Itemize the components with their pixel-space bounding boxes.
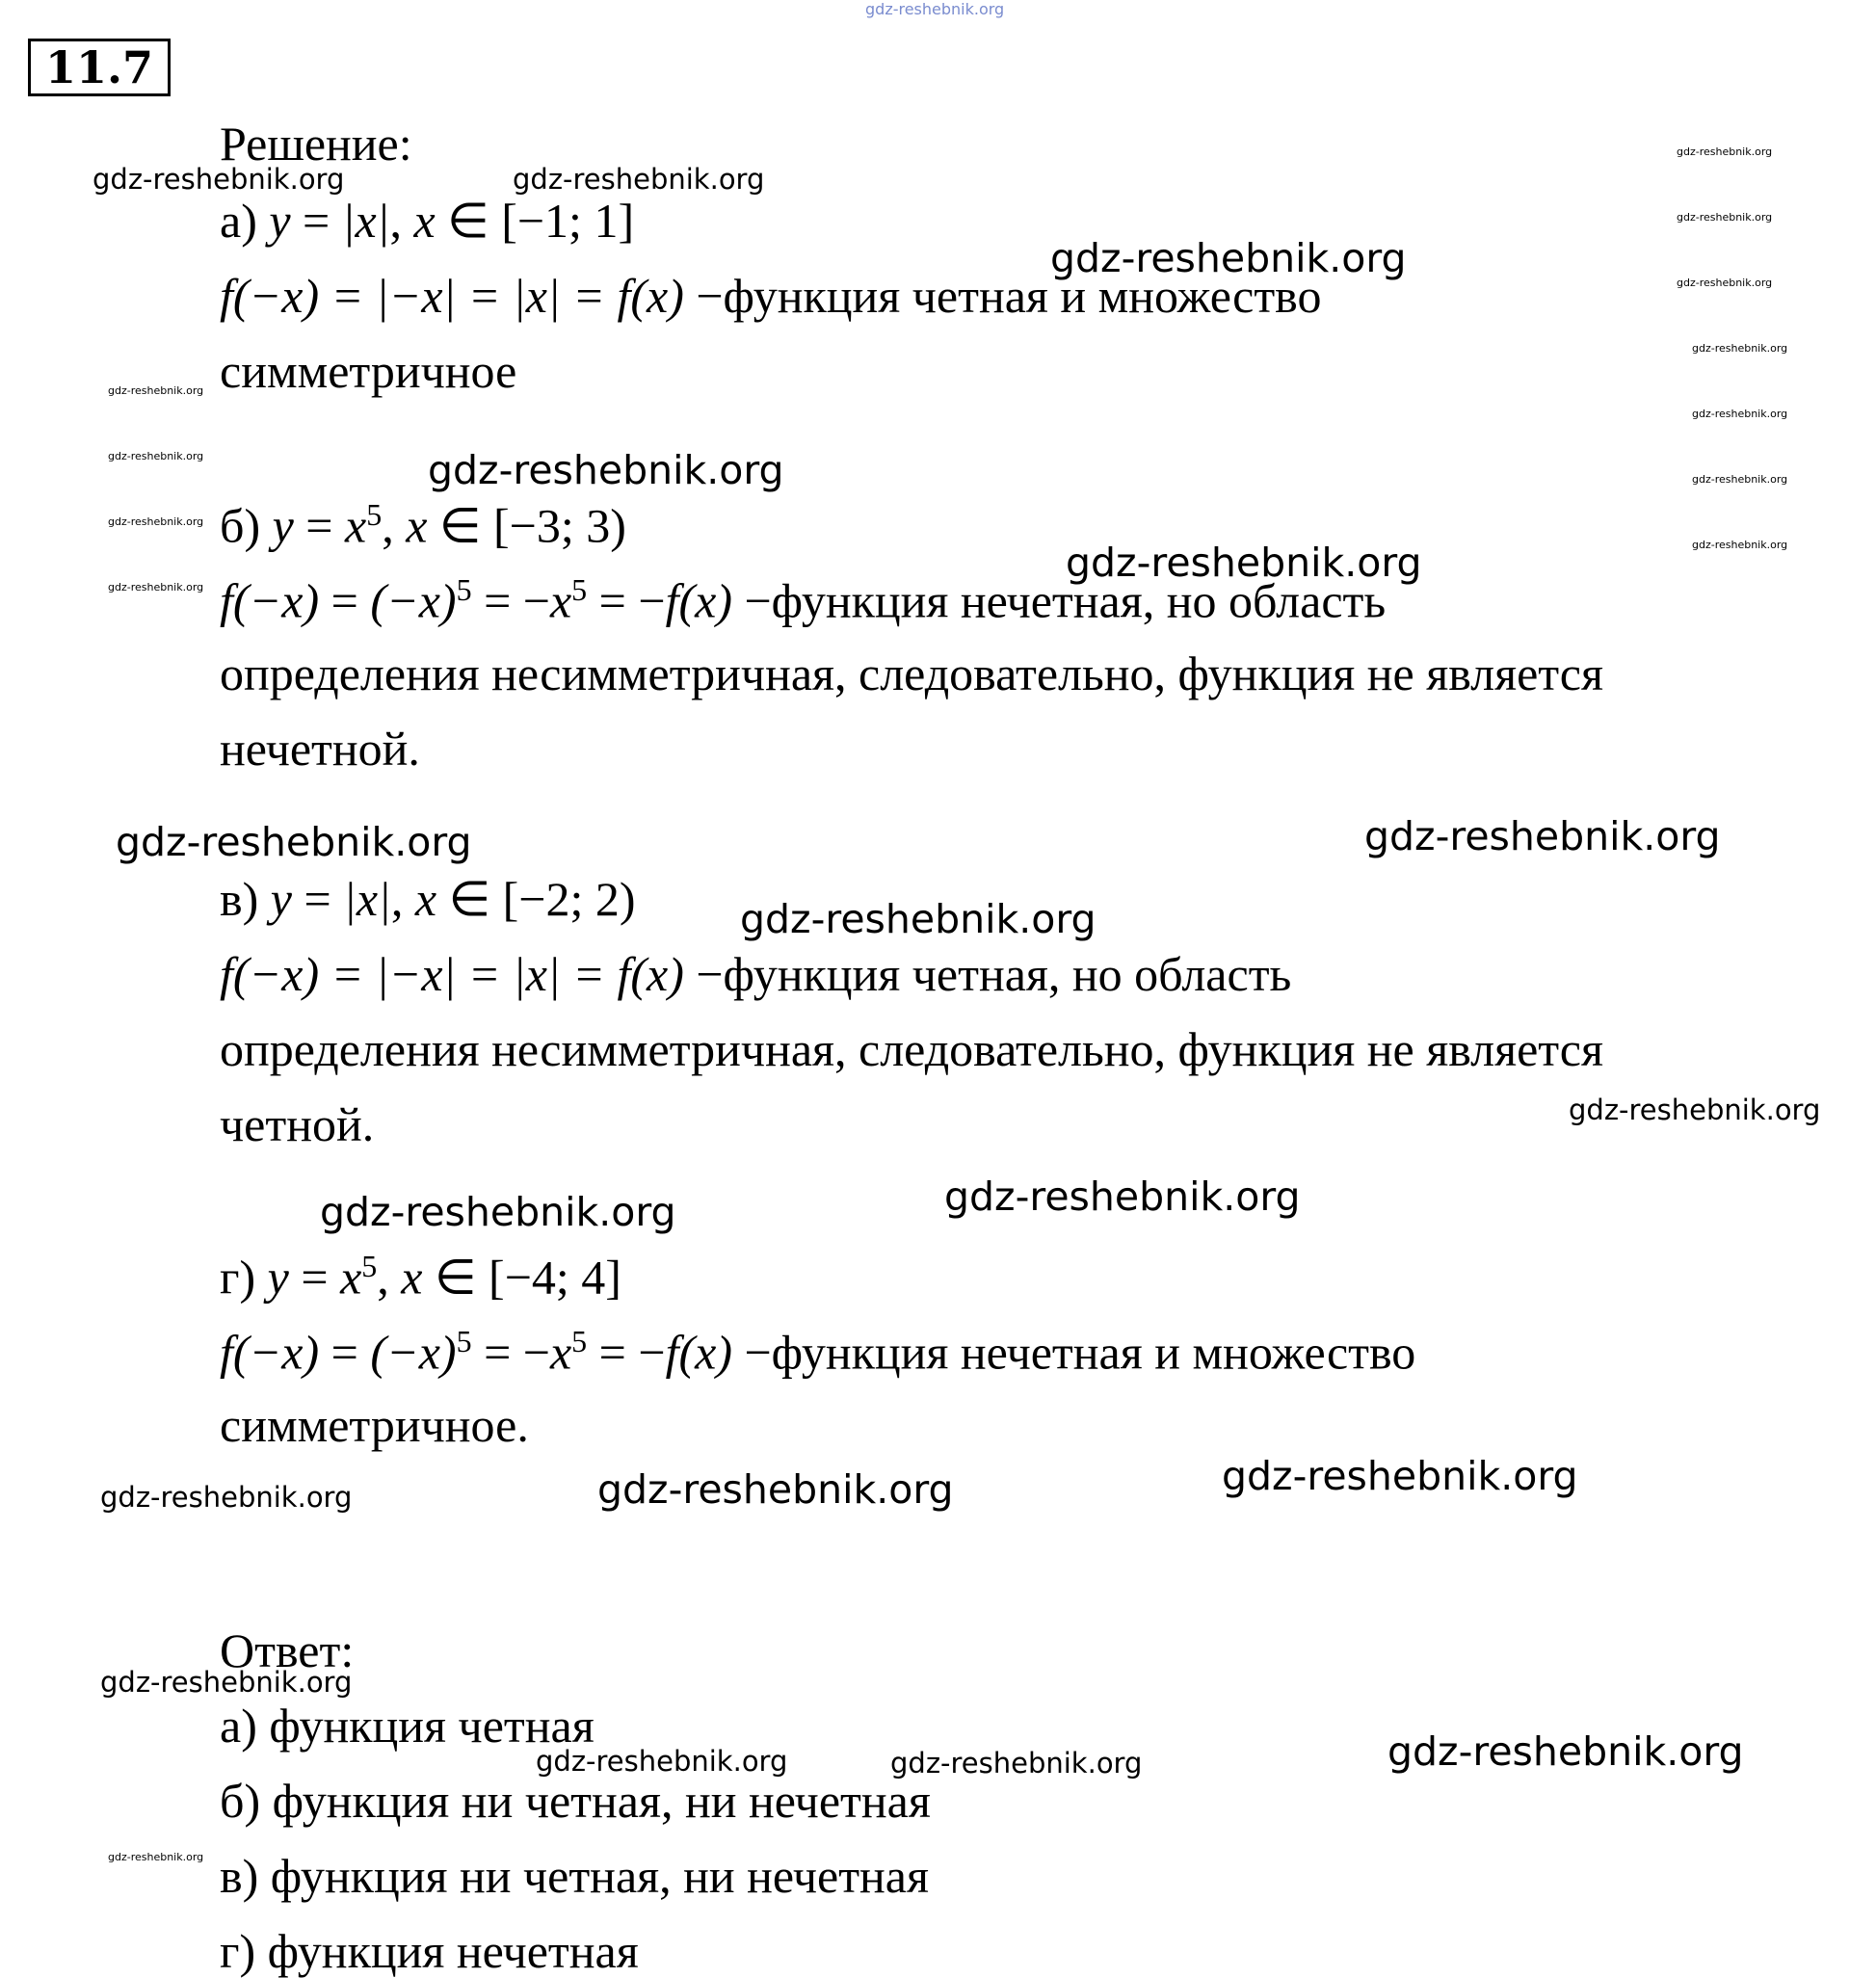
part-b-base: x xyxy=(345,498,367,553)
part-g-conclusion-1: функция нечетная и множество xyxy=(771,1325,1416,1380)
part-b-domain-var: x xyxy=(406,498,428,553)
part-v-given xyxy=(220,872,636,926)
part-b-comma: , xyxy=(382,498,394,553)
part-g-domain-var: x xyxy=(401,1250,423,1305)
watermark: gdz-reshebnik.org xyxy=(108,384,204,397)
watermark: gdz-reshebnik.org xyxy=(108,581,204,593)
watermark: gdz-reshebnik.org xyxy=(1387,1728,1744,1775)
part-g-f-rhs: f(x) xyxy=(665,1325,732,1380)
part-g-in: ∈ xyxy=(434,1250,477,1305)
watermark: gdz-reshebnik.org xyxy=(1364,813,1721,859)
part-v-conclusion-2: определения несимметричная, следовательно, функция не является xyxy=(220,1022,1603,1076)
watermark: gdz-reshebnik.org xyxy=(1677,211,1773,224)
problem-number: 11.7 xyxy=(28,39,171,96)
part-a-func: y xyxy=(269,194,291,248)
watermark: gdz-reshebnik.org xyxy=(1692,342,1788,355)
part-v-comma: , xyxy=(390,872,404,926)
part-a-label: а) xyxy=(220,194,257,248)
part-g-f-exp2: 5 xyxy=(571,1324,588,1358)
watermark: gdz-reshebnik.org xyxy=(1066,540,1422,586)
watermark: gdz-reshebnik.org xyxy=(1569,1094,1821,1126)
part-a-conclusion-1: функция четная и множество xyxy=(723,269,1322,323)
watermark: gdz-reshebnik.org xyxy=(1692,539,1788,551)
part-b-label: б) xyxy=(220,498,261,553)
part-g-conclusion-2: симметричное. xyxy=(220,1398,529,1452)
watermark: gdz-reshebnik.org xyxy=(740,896,1097,942)
part-b-f-eq1: = xyxy=(330,573,358,628)
part-a-f-chain: = |−x| = |x| = xyxy=(330,269,605,323)
part-a-comma: , xyxy=(389,194,402,248)
part-v-f-chain: = |−x| = |x| = xyxy=(330,947,605,1001)
part-v-label: в) xyxy=(220,872,259,926)
watermark: gdz-reshebnik.org xyxy=(108,1851,204,1863)
part-v-eq: = xyxy=(304,872,331,926)
watermark: gdz-reshebnik.org xyxy=(92,163,345,196)
watermark: gdz-reshebnik.org xyxy=(1222,1453,1578,1499)
watermark: gdz-reshebnik.org xyxy=(597,1466,954,1513)
watermark: gdz-reshebnik.org xyxy=(108,450,204,462)
part-a-dash: − xyxy=(696,269,724,323)
part-g-exp: 5 xyxy=(361,1249,378,1283)
part-b-f-exp1: 5 xyxy=(456,572,472,607)
part-v-dash: − xyxy=(696,947,724,1001)
watermark: gdz-reshebnik.org xyxy=(1692,408,1788,420)
watermark: gdz-reshebnik.org xyxy=(428,447,784,493)
watermark: gdz-reshebnik.org xyxy=(1677,277,1773,289)
part-v-f-rhs: f(x) xyxy=(617,947,684,1001)
answer-item-b: б) функция ни четная, ни нечетная xyxy=(220,1774,931,1828)
part-v-interval: [−2; 2) xyxy=(502,872,636,926)
watermark: gdz-reshebnik.org xyxy=(1692,473,1788,486)
part-g-interval: [−4; 4] xyxy=(489,1250,621,1305)
answer-item-v: в) функция ни четная, ни нечетная xyxy=(220,1849,929,1903)
part-b-conclusion-2: определения несимметричная, следовательно, функция не является xyxy=(220,646,1603,700)
part-v-f-lhs: f(−x) xyxy=(220,947,320,1001)
part-b-f-lhs: f(−x) xyxy=(220,573,320,628)
part-g-comma: , xyxy=(377,1250,389,1305)
part-g-given xyxy=(220,1249,621,1305)
part-a-conclusion-2: симметричное xyxy=(220,344,517,398)
watermark: gdz-reshebnik.org xyxy=(1677,145,1773,158)
part-a-eq: = xyxy=(303,194,330,248)
watermark: gdz-reshebnik.org xyxy=(320,1189,676,1235)
watermark: gdz-reshebnik.org xyxy=(890,1747,1143,1780)
watermark: gdz-reshebnik.org xyxy=(513,163,765,196)
part-g-f-lhs: f(−x) xyxy=(220,1325,320,1380)
part-v-domain-var: x xyxy=(414,872,437,926)
answer-heading: Ответ: xyxy=(220,1623,355,1677)
part-v-proof xyxy=(220,947,1292,1001)
part-g-proof xyxy=(220,1324,1416,1380)
part-b-interval: [−3; 3) xyxy=(492,498,626,553)
part-g-dash: − xyxy=(744,1325,772,1380)
part-b-f-eq2: = − xyxy=(484,573,550,628)
watermark: gdz-reshebnik.org xyxy=(100,1481,353,1514)
part-a-expr: |x| xyxy=(341,194,390,248)
part-g-func: y xyxy=(267,1250,289,1305)
part-a-interval: [−1; 1] xyxy=(501,194,635,248)
answer-item-g: г) функция нечетная xyxy=(220,1924,639,1978)
part-a-in: ∈ xyxy=(447,194,489,248)
part-a-given xyxy=(220,194,635,248)
part-b-in: ∈ xyxy=(438,498,482,553)
part-b-dash: − xyxy=(744,573,772,628)
part-g-label: г) xyxy=(220,1250,256,1305)
part-v-conclusion-3: четной. xyxy=(220,1097,375,1151)
part-b-f-rhs: f(x) xyxy=(665,573,732,628)
part-a-domain-var: x xyxy=(413,194,436,248)
part-b-conclusion-1: функция нечетная, но область xyxy=(771,573,1387,628)
part-b-eq: = xyxy=(305,498,333,553)
watermark: gdz-reshebnik.org xyxy=(1050,235,1407,281)
answer-item-a: а) функция четная xyxy=(220,1699,595,1753)
part-g-base: x xyxy=(340,1250,362,1305)
part-b-conclusion-3: нечетной. xyxy=(220,722,420,776)
watermark: gdz-reshebnik.org xyxy=(116,819,472,865)
part-g-f-exp1: 5 xyxy=(456,1324,472,1358)
part-g-f-x: x xyxy=(549,1325,572,1380)
part-v-conclusion-1: функция четная, но область xyxy=(723,947,1292,1001)
solution-heading: Решение: xyxy=(220,117,412,171)
watermark: gdz-reshebnik.org xyxy=(536,1745,788,1778)
part-v-func: y xyxy=(270,872,292,926)
part-g-eq: = xyxy=(301,1250,329,1305)
watermark: gdz-reshebnik.org xyxy=(108,515,204,528)
part-b-exp: 5 xyxy=(366,497,383,532)
part-v-expr: |x| xyxy=(343,872,391,926)
part-b-f-paren: (−x) xyxy=(370,573,457,628)
part-b-given xyxy=(220,497,626,553)
part-g-f-eq2: = − xyxy=(484,1325,550,1380)
part-g-f-eq3: = − xyxy=(598,1325,666,1380)
part-g-f-eq1: = xyxy=(330,1325,358,1380)
part-a-f-lhs: f(−x) xyxy=(220,269,320,323)
part-b-f-x: x xyxy=(549,573,572,628)
watermark-top: gdz-reshebnik.org xyxy=(865,0,1005,18)
watermark: gdz-reshebnik.org xyxy=(100,1666,353,1699)
part-b-func: y xyxy=(272,498,294,553)
part-g-f-paren: (−x) xyxy=(370,1325,457,1380)
watermark: gdz-reshebnik.org xyxy=(944,1174,1301,1220)
part-a-f-rhs: f(x) xyxy=(617,269,684,323)
part-b-f-exp2: 5 xyxy=(571,572,588,607)
part-v-in: ∈ xyxy=(448,872,491,926)
part-b-f-eq3: = − xyxy=(598,573,666,628)
